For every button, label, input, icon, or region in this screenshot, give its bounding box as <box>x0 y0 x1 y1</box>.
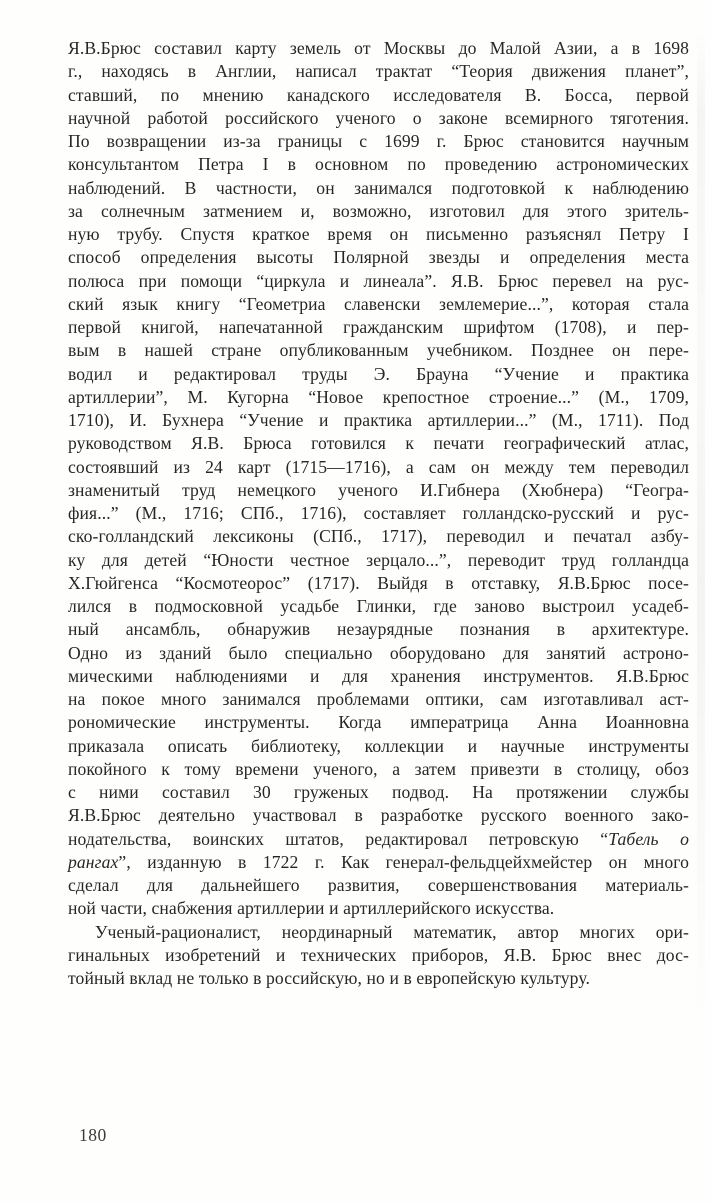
text-segment: 1710), И. Бухнера “Учение и практика артиллерии...” (М., 1711). Под <box>68 410 689 430</box>
text-segment: научной работой российского ученого о законе всемирного тяготения. <box>68 107 689 128</box>
text-line <box>68 525 689 548</box>
text-segment: покойного к тому времени ученого, а затем привезти в столицу, обоз <box>68 758 689 779</box>
text-segment: ную трубу. Спустя краткое время он письменно разъяснял Петру I <box>68 224 689 244</box>
text-line <box>68 828 689 851</box>
text-segment: ско-голландский лексиконы (СПб., 1717), переводил и печатал азбу- <box>68 526 689 547</box>
italic-text-segment: рангах <box>68 851 119 872</box>
text-segment: за солнечным затмением и, возможно, изготовил для этого зритель- <box>68 200 689 221</box>
text-line <box>68 386 689 409</box>
text-line <box>68 804 689 827</box>
text-segment: полюса при помощи “циркула и линеала”. Я.В. Брюс перевел на рус- <box>68 270 689 291</box>
text-segment: знаменитый труд немецкого ученого И.Гибнера (Хюбнера) “Геогра- <box>68 479 689 500</box>
text-line <box>68 130 689 153</box>
italic-text-segment: Табель о <box>608 828 689 849</box>
text-segment: нодательства, воинских штатов, редактировал петровскую “ <box>68 828 609 849</box>
text-line <box>68 618 689 641</box>
text-segment: сделал для дальнейшего развития, совершенствования материаль- <box>68 875 689 895</box>
text-line <box>68 107 689 130</box>
text-segment: руководством Я.В. Брюса готовился к печати географический атлас, <box>68 433 689 454</box>
text-segment: ”, изданную в 1722 г. Как генерал-фельдцейхмейстер он много <box>118 851 689 872</box>
text-line <box>68 177 689 200</box>
text-line <box>68 967 689 990</box>
text-line <box>68 595 689 618</box>
text-line <box>68 37 689 60</box>
text-segment: Ученый-рационалист, неординарный математик, автор многих ори- <box>95 921 689 942</box>
text-line <box>68 316 689 339</box>
text-line <box>68 84 689 107</box>
text-line <box>68 293 689 316</box>
text-line <box>68 363 689 386</box>
text-line <box>68 502 689 525</box>
text-segment: водил и редактировал труды Э. Брауна “Учение и практика <box>68 363 689 384</box>
text-segment: ский язык книгу “Геометриа славенски землемерие...”, которая стала <box>68 293 689 314</box>
text-segment: тойный вклад не только в российскую, но и в европейскую культуру. <box>68 968 590 988</box>
text-segment: состоявший из 24 карт (1715—1716), а сам он между тем переводил <box>68 456 689 477</box>
text-segment: консультантом Петра I в основном по проведению астрономических <box>68 154 689 175</box>
text-line <box>68 758 689 781</box>
text-line <box>68 456 689 479</box>
text-line <box>68 897 689 920</box>
text-line <box>68 549 689 572</box>
text-segment: рономические инструменты. Когда императрица Анна Иоанновна <box>68 712 689 733</box>
text-segment: г., находясь в Англии, написал трактат “Теория движения планет”, <box>68 61 689 82</box>
text-line <box>68 432 689 455</box>
text-segment: Я.В.Брюс составил карту земель от Москвы до Малой Азии, а в 1698 <box>68 38 689 58</box>
text-segment: Одно из зданий было специально оборудовано для занятий астроно- <box>68 642 689 663</box>
page-edge-shadow <box>697 30 705 1030</box>
text-segment: По возвращении из-за границы с 1699 г. Брюс становится научным <box>68 131 689 151</box>
text-line <box>68 339 689 362</box>
text-segment: с ними составил 30 груженых подвод. На протяжении службы <box>68 782 689 802</box>
text-segment: ку для детей “Юности честное зерцало...”, переводит труд голландца <box>68 549 689 570</box>
text-line <box>68 665 689 688</box>
text-line <box>68 944 689 967</box>
text-segment: наблюдений. В частности, он занимался подготовкой к наблюдению <box>68 177 689 198</box>
text-segment: первой книгой, напечатанной гражданским шрифтом (1708), и пер- <box>68 317 689 337</box>
text-line <box>68 479 689 502</box>
text-segment: ной части, снабжения артиллерии и артиллерийского искусства. <box>68 898 555 919</box>
text-line <box>68 874 689 897</box>
text-segment: ный ансамбль, обнаружив незаурядные познания в архитектуре. <box>68 619 689 640</box>
text-line <box>68 735 689 758</box>
text-line <box>68 642 689 665</box>
text-segment: приказала описать библиотеку, коллекции и научные инструменты <box>68 735 689 756</box>
text-line <box>68 153 689 176</box>
text-line <box>68 781 689 804</box>
text-segment: Я.В.Брюс деятельно участвовал в разработке русского военного зако- <box>68 805 689 826</box>
text-segment: гинальных изобретений и технических приборов, Я.В. Брюс внес дос- <box>68 944 689 965</box>
text-line <box>68 223 689 246</box>
text-segment: на покое много занимался проблемами оптики, сам изготавливал аст- <box>68 689 689 709</box>
text-segment: вым в нашей стране опубликованным учебником. Позднее он пере- <box>68 340 689 361</box>
text-line <box>68 246 689 269</box>
text-line <box>68 270 689 293</box>
text-block <box>68 37 689 990</box>
text-segment: способ определения высоты Полярной звезды и определения места <box>68 247 689 268</box>
text-segment: мическими наблюдениями и для хранения инструментов. Я.В.Брюс <box>68 665 689 686</box>
text-line <box>68 921 689 944</box>
text-segment: Х.Гюйгенса “Космотеорос” (1717). Выйдя в отставку, Я.В.Брюс посе- <box>68 572 689 593</box>
text-line <box>68 572 689 595</box>
page-number: 180 <box>79 1125 107 1145</box>
text-line <box>68 200 689 223</box>
text-segment: артиллерии”, М. Кугорна “Новое крепостное строение...” (М., 1709, <box>68 386 689 407</box>
text-segment: лился в подмосковной усадьбе Глинки, где заново выстроил усадеб- <box>68 596 689 616</box>
text-line <box>68 688 689 711</box>
text-line <box>68 409 689 432</box>
text-segment: ставший, по мнению канадского исследователя В. Босса, первой <box>68 84 689 105</box>
text-line <box>68 60 689 83</box>
text-segment: фия...” (М., 1716; СПб., 1716), составляет голландско-русский и рус- <box>68 503 689 523</box>
text-line <box>68 851 689 874</box>
text-line <box>68 711 689 734</box>
